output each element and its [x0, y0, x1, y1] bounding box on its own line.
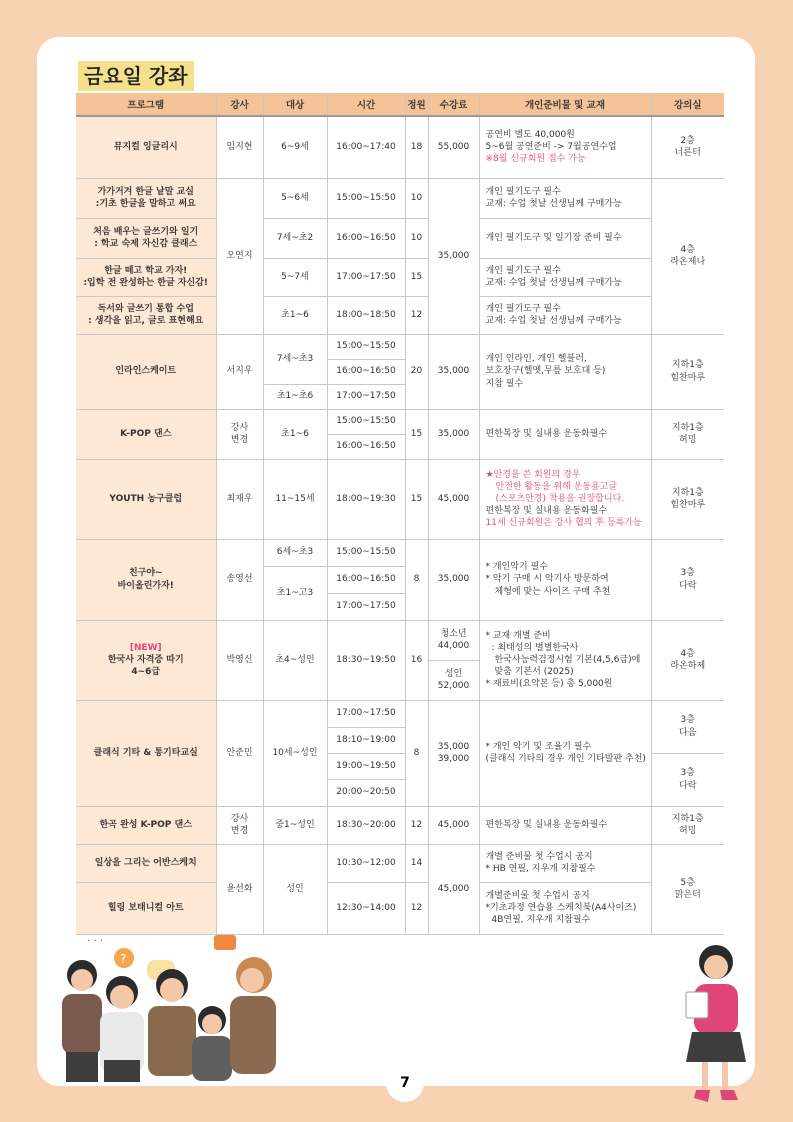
program-name — [76, 258, 216, 296]
materials-line: 개인 필기도구 필수 — [485, 186, 561, 197]
materials-line: * 재료비(요약본 등) 총 5,000원 — [485, 679, 613, 690]
materials-line: 교재: 수업 첫날 선생님께 구매가능 — [485, 278, 622, 288]
program-name: K-POP 댄스 — [76, 409, 216, 459]
table-row — [76, 882, 724, 934]
materials-line: 개인 필기도구 필수 — [485, 303, 561, 314]
program-title: 바이올린가자! — [117, 580, 174, 591]
capacity: 14 — [405, 844, 428, 882]
materials-line: 교재: 수업 첫날 선생님께 구매가능 — [485, 316, 622, 326]
target-age: 초1~고3 — [263, 566, 327, 620]
program-title: 처음 배우는 글쓰기와 일기 — [93, 226, 199, 237]
class-time: 16:00~16:50 — [327, 434, 405, 459]
class-time: 17:00~17:50 — [327, 258, 405, 296]
fee: 35,000 — [428, 539, 479, 620]
capacity: 10 — [405, 178, 428, 218]
program-title: 가가거겨 한글 낱말 교실 — [97, 186, 194, 197]
class-time: 12:30~14:00 — [327, 882, 405, 934]
materials-line: * 개인 악기 및 조율기 필수 — [485, 741, 592, 752]
teacher-name: 최재우 — [216, 459, 263, 539]
header-target: 대상 — [263, 93, 327, 116]
room — [651, 539, 724, 620]
materials — [479, 218, 651, 258]
teacher-name: 서지우 — [216, 334, 263, 409]
program-name: 일상을 그리는 어반스케치 — [76, 844, 216, 882]
materials — [479, 620, 651, 700]
teacher-line: 강사 — [230, 422, 249, 433]
target-age: 7세~초2 — [263, 218, 327, 258]
fee-value: 35,000 — [437, 741, 470, 752]
room-floor: 2층 — [680, 136, 695, 147]
capacity: 8 — [405, 539, 428, 620]
capacity: 8 — [405, 700, 428, 806]
teacher-line: 변경 — [230, 435, 249, 445]
teacher-line: 변경 — [230, 826, 249, 836]
target-age: 초1~6 — [263, 409, 327, 459]
target-age: 11~15세 — [263, 459, 327, 539]
target-age: 6~9세 — [263, 116, 327, 178]
capacity: 12 — [405, 296, 428, 334]
room-floor: 3층 — [680, 768, 695, 779]
fee: 35,000 — [428, 409, 479, 459]
target-age: 7세~초3 — [263, 334, 327, 384]
target-age: 10세~성인 — [263, 700, 327, 806]
materials-line: ★안경을 쓴 회원의 경우 — [485, 469, 581, 480]
program-title: 한글 떼고 학교 가자! — [104, 265, 188, 276]
room — [651, 409, 724, 459]
class-time: 15:00~15:50 — [327, 334, 405, 359]
program-name: 인라인스케이트 — [76, 334, 216, 409]
fee-label: 청소년 — [440, 628, 467, 639]
materials-line: 개별준비물 첫 수업시 공지 — [485, 890, 590, 901]
materials — [479, 882, 651, 934]
materials-line: 5~6월 공연준비 -> 7월공연수업 — [485, 142, 617, 153]
table-row — [76, 218, 724, 258]
room-floor: 지하1층 — [671, 360, 704, 371]
teacher-line: 강사 — [230, 813, 249, 824]
materials-line: 체형에 맞는 사이즈 구매 추천 — [494, 586, 611, 597]
capacity: 18 — [405, 116, 428, 178]
program-name — [76, 620, 216, 700]
fee: 35,000 — [428, 334, 479, 409]
class-time: 10:30~12:00 — [327, 844, 405, 882]
materials — [479, 296, 651, 334]
header-time: 시간 — [327, 93, 405, 116]
program-title: 친구야~ — [128, 568, 163, 579]
materials-line: *기초과정 연습용 스케치북(A4사이즈) — [485, 902, 637, 913]
students-illustration — [42, 930, 302, 1085]
class-time: 15:00~15:50 — [327, 539, 405, 566]
table-row — [76, 296, 724, 334]
materials — [479, 409, 651, 459]
fee-value: 52,000 — [437, 681, 470, 691]
program-subtitle: :입학 전 완성하는 한글 자신감! — [83, 278, 209, 288]
materials-line: (클래식 기타의 경우 개인 기타발판 추천) — [485, 754, 646, 764]
target-age: 초1~초6 — [263, 384, 327, 409]
header-program: 프로그램 — [76, 93, 216, 116]
materials-line: * 악기 구매 시 악기사 방문하여 — [485, 574, 609, 585]
header-teacher: 강사 — [216, 93, 263, 116]
materials-line: 편한복장 및 실내용 운동화필수 — [485, 819, 608, 830]
teacher-name: 송영선 — [216, 539, 263, 620]
schedule-table — [76, 93, 724, 935]
program-name: 한곡 완성 K-POP 댄스 — [76, 806, 216, 844]
class-time: 18:30~20:00 — [327, 806, 405, 844]
program-name: 힐링 보태니컬 아트 — [76, 882, 216, 934]
teacher-name: 임지현 — [216, 116, 263, 178]
capacity: 16 — [405, 620, 428, 700]
fee-label: 성인 — [444, 668, 463, 679]
room — [651, 334, 724, 409]
materials-line: * HB 연필, 지우개 지참필수 — [485, 864, 596, 874]
capacity: 15 — [405, 258, 428, 296]
materials — [479, 258, 651, 296]
table-row — [76, 178, 724, 218]
materials-line: 4B연필, 지우개 지참필수 — [491, 915, 591, 926]
fee — [428, 620, 479, 660]
program-name — [76, 296, 216, 334]
table-row — [76, 334, 724, 359]
capacity: 12 — [405, 882, 428, 934]
room-floor: 지하1층 — [671, 487, 704, 498]
program-name: YOUTH 농구클럽 — [76, 459, 216, 539]
class-time: 16:00~16:50 — [327, 359, 405, 384]
class-time: 17:00~17:50 — [327, 384, 405, 409]
class-time: 16:00~17:40 — [327, 116, 405, 178]
room-name: 너른터 — [674, 148, 701, 159]
room-name: 라온하제 — [670, 661, 706, 671]
table-row — [76, 116, 724, 178]
materials-line: (스포츠안경) 착용을 권장합니다. — [495, 493, 625, 504]
materials-line: : 최태성의 별별한국사 — [491, 642, 579, 653]
table-row — [76, 844, 724, 882]
room-name: 힘찬마루 — [670, 500, 706, 510]
materials-line: 개인 인라인, 개인 헬블러, — [485, 354, 587, 365]
svg-text:?: ? — [120, 952, 127, 966]
room-floor: 3층 — [680, 715, 695, 726]
header-materials: 개인준비물 및 교재 — [479, 93, 651, 116]
room — [651, 459, 724, 539]
program-subtitle: :기초 한글을 말하고 써요 — [95, 199, 196, 209]
room-name: 허밍 — [679, 826, 697, 836]
class-time: 15:00~15:50 — [327, 409, 405, 434]
program-name — [76, 539, 216, 620]
fee: 45,000 — [428, 806, 479, 844]
room-floor: 5층 — [680, 877, 695, 888]
materials-line: ※8월 신규회원 접수 가능 — [485, 154, 586, 165]
room-floor: 4층 — [680, 648, 695, 659]
materials — [479, 844, 651, 882]
room-name: 다락 — [679, 580, 697, 591]
room-name: 다락 — [679, 780, 697, 791]
program-name — [76, 218, 216, 258]
class-time: 17:00~17:50 — [327, 700, 405, 727]
class-time: 18:30~19:50 — [327, 620, 405, 700]
materials-line: 11세 신규회원은 강사 협의 후 등록가능 — [485, 518, 642, 529]
class-time: 16:00~16:50 — [327, 218, 405, 258]
materials-line: 개별 준비물 첫 수업시 공지 — [485, 851, 593, 862]
room-name: 맑은터 — [674, 890, 701, 900]
materials-line: * 교재 개별 준비 — [485, 630, 551, 641]
room-floor: 지하1층 — [671, 813, 704, 824]
materials-line: 편한복장 및 실내용 운동화필수 — [485, 506, 608, 517]
table-header-row — [76, 93, 724, 116]
class-time: 19:00~19:50 — [327, 753, 405, 779]
room — [651, 700, 724, 753]
program-subtitle: : 학교 숙제 자신감 클래스 — [94, 239, 198, 249]
materials-line: 안전한 활동을 위해 운동용고글 — [495, 481, 618, 492]
room — [651, 116, 724, 178]
header-fee: 수강료 — [428, 93, 479, 116]
teacher-name: 박영신 — [216, 620, 263, 700]
program-subtitle: : 생각을 읽고, 글로 표현해요 — [88, 316, 204, 326]
materials-line: 지참 필수 — [485, 378, 524, 389]
teacher-name: 윤선화 — [216, 844, 263, 934]
materials-line: 개인 필기도구 필수 — [485, 265, 561, 276]
header-capacity: 정원 — [405, 93, 428, 116]
page-number: 7 — [386, 1064, 424, 1102]
room-name: 허밍 — [679, 435, 697, 445]
fee-value: 44,000 — [437, 641, 470, 651]
materials — [479, 700, 651, 806]
materials-line: 맞춤 기본서 (2025) — [494, 667, 574, 678]
table-row — [76, 700, 724, 727]
fee-value: 39,000 — [437, 754, 470, 764]
fee — [428, 700, 479, 806]
target-age: 성인 — [263, 844, 327, 934]
new-badge: [NEW] — [129, 642, 162, 653]
materials — [479, 459, 651, 539]
materials-line: 한국사능력검정시험 기본(4,5,6급)에 — [494, 654, 641, 665]
fee: 45,000 — [428, 844, 479, 934]
capacity: 20 — [405, 334, 428, 409]
materials-line: 개인 필기도구 및 일기장 준비 필수 — [485, 232, 622, 243]
reading-girl-illustration — [676, 940, 756, 1110]
fee: 45,000 — [428, 459, 479, 539]
room-floor: 3층 — [680, 568, 695, 579]
capacity: 15 — [405, 409, 428, 459]
target-age: 초1~6 — [263, 296, 327, 334]
table-row — [76, 539, 724, 566]
fee — [428, 660, 479, 700]
room-name: 다음 — [679, 727, 697, 738]
class-time: 18:00~19:30 — [327, 459, 405, 539]
program-name: 클래식 기타 & 통기타교실 — [76, 700, 216, 806]
teacher-name: 안준민 — [216, 700, 263, 806]
class-time: 18:10~19:00 — [327, 727, 405, 753]
capacity: 10 — [405, 218, 428, 258]
room — [651, 620, 724, 700]
materials-line: 교재: 수업 첫날 선생님께 구매가능 — [485, 199, 622, 209]
materials-line: * 개인악기 필수 — [485, 562, 548, 573]
program-title: 독서와 글쓰기 통합 수업 — [97, 303, 194, 314]
materials-line: 공연비 별도 40,000원 — [485, 130, 575, 141]
program-title: 한국사 자격증 따기 — [107, 654, 184, 665]
target-age: 5~6세 — [263, 178, 327, 218]
svg-text:· · ·: · · · — [87, 936, 103, 947]
room — [651, 806, 724, 844]
class-time: 15:00~15:50 — [327, 178, 405, 218]
materials — [479, 334, 651, 409]
table-row — [76, 620, 724, 660]
capacity: 15 — [405, 459, 428, 539]
target-age: 5~7세 — [263, 258, 327, 296]
program-name — [76, 178, 216, 218]
table-row — [76, 258, 724, 296]
class-time: 18:00~18:50 — [327, 296, 405, 334]
room — [651, 844, 724, 934]
program-subtitle: 4~6급 — [131, 667, 161, 678]
teacher-name: 오연지 — [216, 178, 263, 334]
room-name: 힘찬마루 — [670, 372, 706, 383]
materials-line: 편한복장 및 실내용 운동화필수 — [485, 428, 608, 439]
fee: 55,000 — [428, 116, 479, 178]
room-name: 라온제나 — [670, 257, 706, 267]
class-time: 17:00~17:50 — [327, 593, 405, 620]
fee: 35,000 — [428, 178, 479, 334]
target-age: 초4~성인 — [263, 620, 327, 700]
room-floor: 4층 — [680, 244, 695, 255]
teacher-name — [216, 409, 263, 459]
class-time: 16:00~16:50 — [327, 566, 405, 593]
table-row — [76, 409, 724, 434]
table-row — [76, 806, 724, 844]
materials-line: 보호장구(헬멧,무릎 보호대 등) — [485, 366, 606, 377]
capacity: 12 — [405, 806, 428, 844]
target-age: 6세~초3 — [263, 539, 327, 566]
materials — [479, 806, 651, 844]
header-room: 강의실 — [651, 93, 724, 116]
materials — [479, 178, 651, 218]
room — [651, 178, 724, 334]
room-floor: 지하1층 — [671, 422, 704, 433]
materials — [479, 116, 651, 178]
materials — [479, 539, 651, 620]
teacher-name — [216, 806, 263, 844]
target-age: 중1~성인 — [263, 806, 327, 844]
table-row — [76, 459, 724, 539]
room — [651, 753, 724, 806]
page-title: 금요일 강좌 — [78, 61, 194, 91]
class-time: 20:00~20:50 — [327, 779, 405, 806]
program-name: 뮤지컬 잉글리시 — [76, 116, 216, 178]
